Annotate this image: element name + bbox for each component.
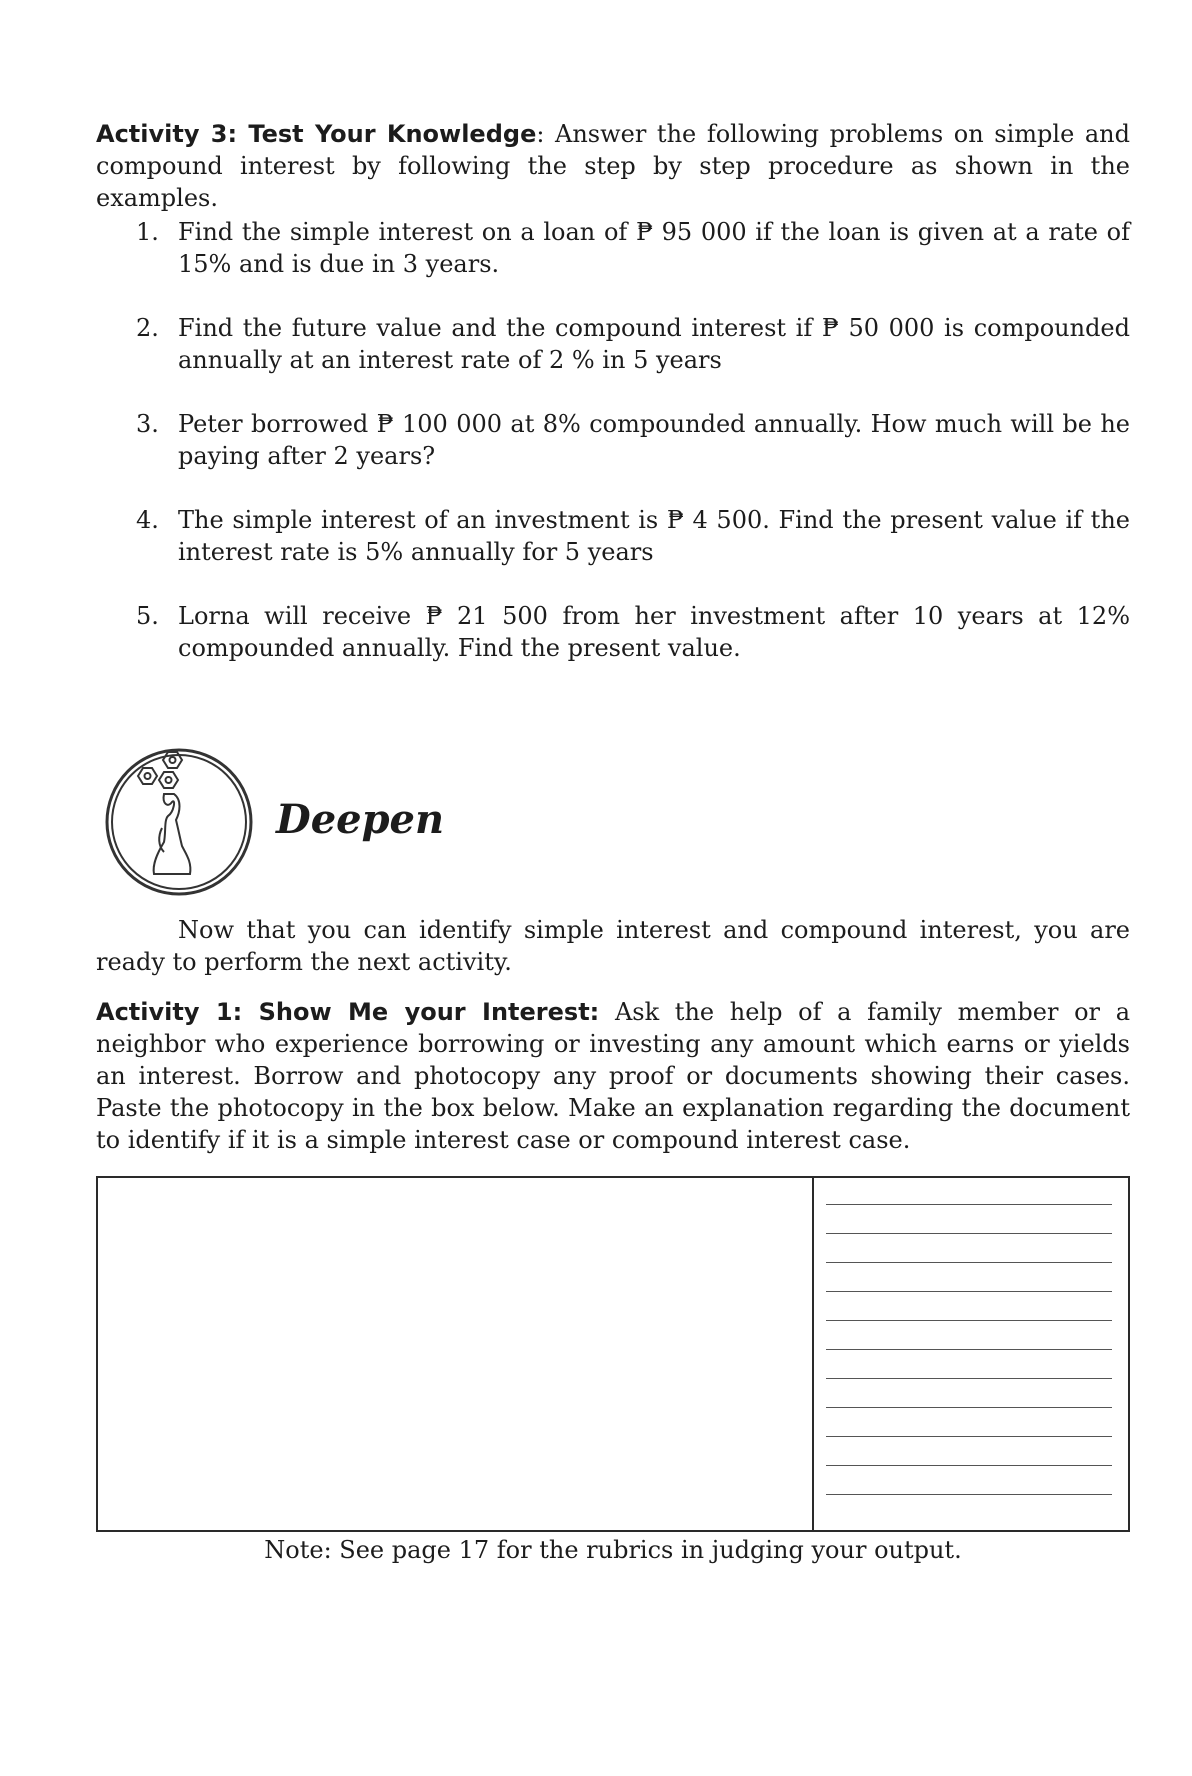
answer-box <box>96 1176 1130 1532</box>
explanation-lines-area[interactable] <box>814 1178 1128 1530</box>
activity3-paragraph <box>96 118 1130 214</box>
answer-line <box>826 1233 1112 1234</box>
problem-item <box>136 504 1130 568</box>
problem-number: 5. <box>136 602 159 630</box>
problem-item <box>136 600 1130 664</box>
answer-line <box>826 1320 1112 1321</box>
problem-item <box>136 408 1130 472</box>
answer-line <box>826 1407 1112 1408</box>
answer-line <box>826 1349 1112 1350</box>
activity3-heading: Activity 3: Test Your Knowledge <box>96 120 537 148</box>
rubrics-note: Note: See page 17 for the rubrics in judging your output. <box>264 1536 962 1564</box>
hand-with-gears-icon <box>102 742 256 900</box>
activity3-instructions: : Answer the following problems on simple and compound interest by following the step by step procedure as shown in the examples. <box>96 120 1130 212</box>
problem-number: 1. <box>136 218 159 246</box>
problem-text: Lorna will receive ₱ 21 500 from her investment after 10 years at 12% compounded annually. Find the present value. <box>178 602 1130 662</box>
answer-line <box>826 1262 1112 1263</box>
problem-list <box>136 216 1130 696</box>
problem-item <box>136 312 1130 376</box>
answer-line <box>826 1436 1112 1437</box>
problem-text: Peter borrowed ₱ 100 000 at 8% compounded annually. How much will be he paying after 2 years? <box>178 410 1130 470</box>
answer-line <box>826 1465 1112 1466</box>
deepen-intro: Now that you can identify simple interest and compound interest, you are ready to perform the next activity. <box>96 916 1130 976</box>
problem-text: The simple interest of an investment is ₱ 4 500. Find the present value if the interest rate is 5% annually for 5 years <box>178 506 1130 566</box>
problem-item <box>136 216 1130 280</box>
activity1-instructions: Ask the help of a family member or a neighbor who experience borrowing or investing any amount which earns or yields an interest. Borrow and photocopy any proof or documents showing their cases. Paste the photocopy in the box below. Make an explanation regarding the document to identify if it is a simple interest case or compound interest case. <box>96 998 1131 1154</box>
answer-line <box>826 1378 1112 1379</box>
answer-line <box>826 1204 1112 1205</box>
problem-text: Find the simple interest on a loan of ₱ 95 000 if the loan is given at a rate of 15% and is due in 3 years. <box>178 218 1130 278</box>
problem-text: Find the future value and the compound interest if ₱ 50 000 is compounded annually at an interest rate of 2 % in 5 years <box>178 314 1130 374</box>
activity1-paragraph <box>96 996 1130 1156</box>
problem-number: 4. <box>136 506 159 534</box>
answer-line <box>826 1494 1112 1495</box>
deepen-title: Deepen <box>276 796 445 843</box>
activity1-heading: Activity 1: Show Me your Interest: <box>96 998 600 1026</box>
problem-number: 2. <box>136 314 159 342</box>
photocopy-paste-area[interactable] <box>98 1178 814 1530</box>
problem-number: 3. <box>136 410 159 438</box>
answer-line <box>826 1291 1112 1292</box>
